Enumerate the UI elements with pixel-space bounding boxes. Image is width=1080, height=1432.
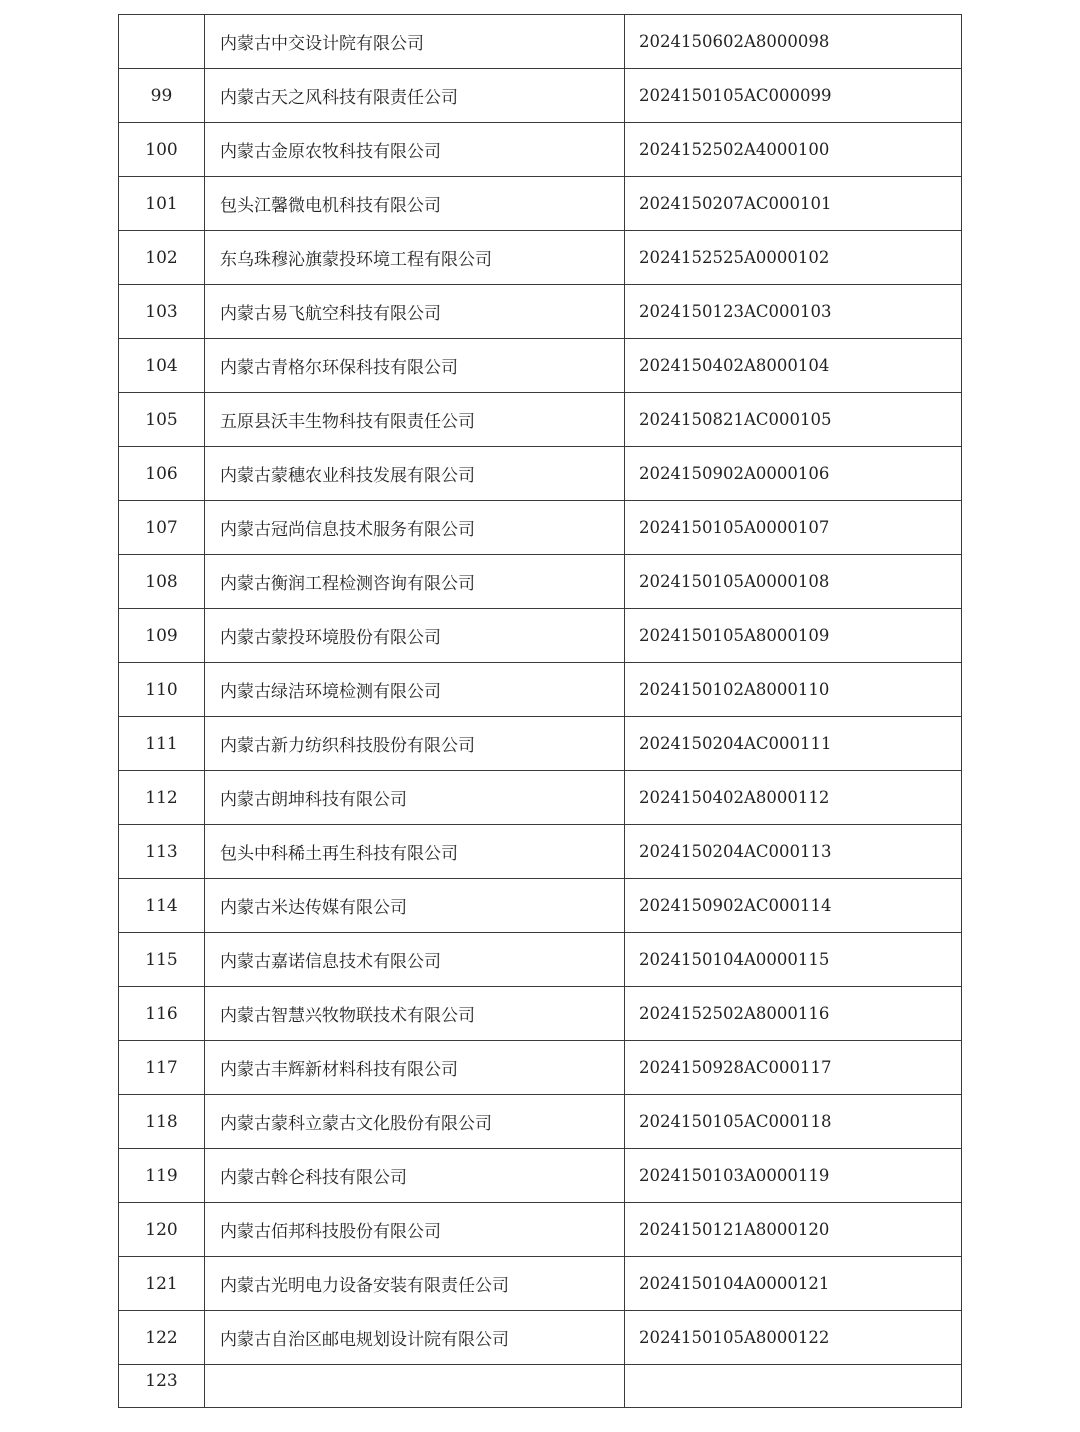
- company-name: 内蒙古金原农牧科技有限公司: [205, 123, 625, 177]
- company-list-table: [118, 14, 962, 1408]
- registration-code: 2024152525A0000102: [625, 231, 962, 285]
- registration-code: 2024152502A4000100: [625, 123, 962, 177]
- row-number: 101: [119, 177, 205, 231]
- row-number: 109: [119, 609, 205, 663]
- row-number: [119, 15, 205, 69]
- registration-code: 2024150821AC000105: [625, 393, 962, 447]
- registration-code: 2024150105AC000118: [625, 1095, 962, 1149]
- registration-code: 2024150105A8000122: [625, 1311, 962, 1365]
- row-number: 107: [119, 501, 205, 555]
- row-number: 118: [119, 1095, 205, 1149]
- table-row: [119, 1149, 962, 1203]
- table-row: [119, 501, 962, 555]
- company-name: 包头中科稀土再生科技有限公司: [205, 825, 625, 879]
- registration-code: 2024150902A0000106: [625, 447, 962, 501]
- company-name: 内蒙古绿洁环境检测有限公司: [205, 663, 625, 717]
- company-name: 内蒙古米达传媒有限公司: [205, 879, 625, 933]
- row-number: 103: [119, 285, 205, 339]
- row-number: 110: [119, 663, 205, 717]
- company-name: 内蒙古新力纺织科技股份有限公司: [205, 717, 625, 771]
- registration-code: 2024150123AC000103: [625, 285, 962, 339]
- table-row: [119, 285, 962, 339]
- registration-code: [625, 1365, 962, 1408]
- registration-code: 2024150104A0000115: [625, 933, 962, 987]
- row-number: 119: [119, 1149, 205, 1203]
- company-name: 内蒙古蒙穗农业科技发展有限公司: [205, 447, 625, 501]
- table-row: [119, 447, 962, 501]
- table-row: [119, 1257, 962, 1311]
- table-row: [119, 123, 962, 177]
- registration-code: 2024150204AC000111: [625, 717, 962, 771]
- registration-code: 2024150105A8000109: [625, 609, 962, 663]
- row-number: 105: [119, 393, 205, 447]
- row-number: 111: [119, 717, 205, 771]
- registration-code: 2024150105A0000107: [625, 501, 962, 555]
- company-list-table-container: [118, 14, 961, 1408]
- company-name: 内蒙古佰邦科技股份有限公司: [205, 1203, 625, 1257]
- table-row: [119, 69, 962, 123]
- table-row: [119, 1041, 962, 1095]
- row-number: 115: [119, 933, 205, 987]
- company-name: 内蒙古易飞航空科技有限公司: [205, 285, 625, 339]
- table-row: [119, 609, 962, 663]
- registration-code: 2024150602A8000098: [625, 15, 962, 69]
- row-number: 104: [119, 339, 205, 393]
- company-name: 东乌珠穆沁旗蒙投环境工程有限公司: [205, 231, 625, 285]
- row-number: 116: [119, 987, 205, 1041]
- row-number: 99: [119, 69, 205, 123]
- table-row: [119, 177, 962, 231]
- table-row: [119, 663, 962, 717]
- row-number: 112: [119, 771, 205, 825]
- registration-code: 2024150207AC000101: [625, 177, 962, 231]
- row-number: 117: [119, 1041, 205, 1095]
- company-name: 包头江馨微电机科技有限公司: [205, 177, 625, 231]
- table-row: [119, 15, 962, 69]
- row-number: 108: [119, 555, 205, 609]
- registration-code: 2024150402A8000104: [625, 339, 962, 393]
- company-name: 内蒙古自治区邮电规划设计院有限公司: [205, 1311, 625, 1365]
- table-row: [119, 339, 962, 393]
- row-number: 121: [119, 1257, 205, 1311]
- table-row: [119, 825, 962, 879]
- company-name: 内蒙古朗坤科技有限公司: [205, 771, 625, 825]
- company-name: 内蒙古天之风科技有限责任公司: [205, 69, 625, 123]
- registration-code: 2024150102A8000110: [625, 663, 962, 717]
- table-row: [119, 1203, 962, 1257]
- company-name: 内蒙古斡仑科技有限公司: [205, 1149, 625, 1203]
- table-row: [119, 1311, 962, 1365]
- company-name: 内蒙古蒙投环境股份有限公司: [205, 609, 625, 663]
- row-number: 102: [119, 231, 205, 285]
- company-name: [205, 1365, 625, 1408]
- company-name: 内蒙古中交设计院有限公司: [205, 15, 625, 69]
- registration-code: 2024150104A0000121: [625, 1257, 962, 1311]
- registration-code: 2024150105AC000099: [625, 69, 962, 123]
- table-row: [119, 231, 962, 285]
- table-body: [119, 15, 962, 1408]
- company-name: 内蒙古冠尚信息技术服务有限公司: [205, 501, 625, 555]
- company-name: 内蒙古衡润工程检测咨询有限公司: [205, 555, 625, 609]
- table-row: [119, 1095, 962, 1149]
- row-number: 120: [119, 1203, 205, 1257]
- table-row: [119, 1365, 962, 1408]
- table-row: [119, 717, 962, 771]
- table-row: [119, 933, 962, 987]
- table-row: [119, 879, 962, 933]
- company-name: 内蒙古青格尔环保科技有限公司: [205, 339, 625, 393]
- company-name: 内蒙古智慧兴牧物联技术有限公司: [205, 987, 625, 1041]
- registration-code: 2024150902AC000114: [625, 879, 962, 933]
- company-name: 五原县沃丰生物科技有限责任公司: [205, 393, 625, 447]
- table-row: [119, 393, 962, 447]
- table-row: [119, 555, 962, 609]
- row-number: 106: [119, 447, 205, 501]
- table-row: [119, 987, 962, 1041]
- company-name: 内蒙古嘉诺信息技术有限公司: [205, 933, 625, 987]
- registration-code: 2024150204AC000113: [625, 825, 962, 879]
- registration-code: 2024150121A8000120: [625, 1203, 962, 1257]
- company-name: 内蒙古蒙科立蒙古文化股份有限公司: [205, 1095, 625, 1149]
- registration-code: 2024150402A8000112: [625, 771, 962, 825]
- company-name: 内蒙古光明电力设备安装有限责任公司: [205, 1257, 625, 1311]
- row-number: 100: [119, 123, 205, 177]
- row-number: 113: [119, 825, 205, 879]
- company-name: 内蒙古丰辉新材料科技有限公司: [205, 1041, 625, 1095]
- registration-code: 2024150105A0000108: [625, 555, 962, 609]
- row-number: 114: [119, 879, 205, 933]
- registration-code: 2024150103A0000119: [625, 1149, 962, 1203]
- registration-code: 2024150928AC000117: [625, 1041, 962, 1095]
- row-number: 123: [119, 1365, 205, 1408]
- row-number: 122: [119, 1311, 205, 1365]
- table-row: [119, 771, 962, 825]
- registration-code: 2024152502A8000116: [625, 987, 962, 1041]
